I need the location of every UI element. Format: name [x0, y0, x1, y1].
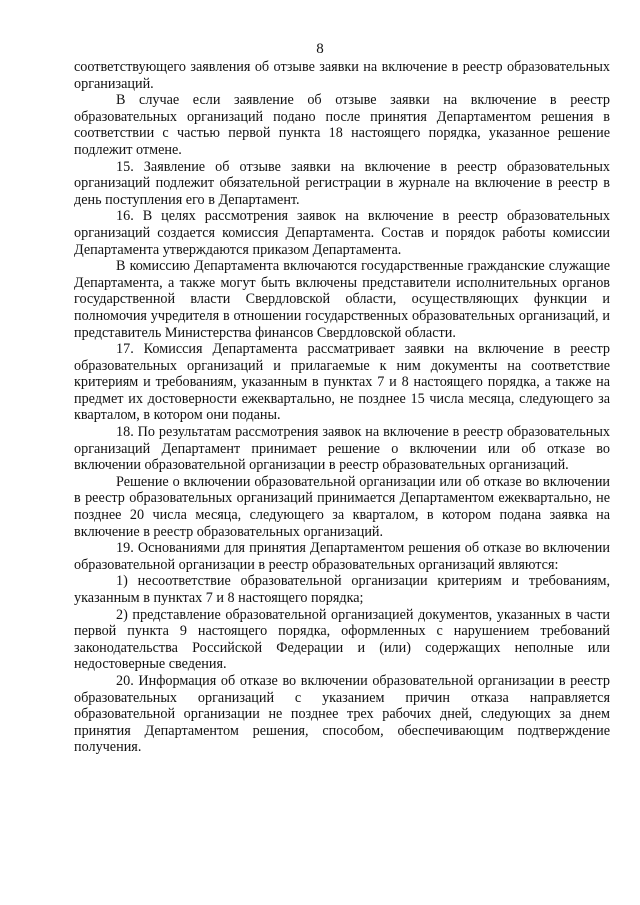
paragraph-continuation: соответствующего заявления об отзыве заявки на включение в реестр образовательных организаций. [74, 59, 610, 92]
paragraph-item-19: 19. Основаниями для принятия Департаментом решения об отказе во включении образовательной организации в реестр образовательных организаций являются: [74, 540, 610, 573]
paragraph-item-17: 17. Комиссия Департамента рассматривает заявки на включение в реестр образовательных организаций и прилагаемые к ним документы на соответствие критериям и требованиям, указанным в пунктах 7 и 8 настоящего порядка, а также на предмет их достоверности ежеквартально, не позднее 15 числа месяца, следующего за кварталом, в котором они поданы. [74, 341, 610, 424]
paragraph-item-19-sub-1: 1) несоответствие образовательной организации критериям и требованиям, указанным в пунктах 7 и 8 настоящего порядка; [74, 573, 610, 606]
page-number: 8 [316, 41, 324, 57]
paragraph-item-16: 16. В целях рассмотрения заявок на включение в реестр образовательных организаций создается комиссия Департамента. Состав и порядок работы комиссии Департамента утверждаются приказом Департамента. [74, 208, 610, 258]
paragraph-commission-members: В комиссию Департамента включаются государственные гражданские служащие Департамента, а также могут быть включены представители исполнительных органов государственной власти Свердловской области, осуществляющих функции и полномочия учредителя в отношении государственных образовательных организаций, и представитель Министерства финансов Свердловской области. [74, 258, 610, 341]
paragraph-item-19-sub-2: 2) представление образовательной организацией документов, указанных в части первой пункта 9 настоящего порядка, оформленных с нарушением требований законодательства Российской Федерации и (или) содержащих неполные или недостоверные сведения. [74, 606, 610, 673]
paragraph-item-15: 15. Заявление об отзыве заявки на включение в реестр образовательных организаций подлежит обязательной регистрации в журнале на включение в реестр в день поступления его в Департамент. [74, 158, 610, 208]
paragraph-item-20: 20. Информация об отказе во включении образовательной организации в реестр образовательных организаций с указанием причин отказа направляется образовательной организации не позднее трех рабочих дней, следующих за днем принятия Департаментом решения, способом, обеспечивающим подтверждение получения. [74, 672, 610, 756]
paragraph-withdrawal-after-decision: В случае если заявление об отзыве заявки на включение в реестр образовательных организаций подано после принятия Департаментом решения в соответствии с частью первой пункта 18 настоящего порядка, указанное решение подлежит отмене. [74, 92, 610, 158]
document-body [74, 59, 610, 756]
paragraph-item-18: 18. По результатам рассмотрения заявок на включение в реестр образовательных организаций Департамент принимает решение о включении или об отказе во включении образовательной организации в реестр образовательных организаций. [74, 424, 610, 474]
paragraph-decision-timing: Решение о включении образовательной организации или об отказе во включении в реестр образовательных организаций принимается Департаментом ежеквартально, не позднее 20 числа месяца, следующего за кварталом, в котором подана заявка на включение в реестр образовательных организаций. [74, 473, 610, 540]
